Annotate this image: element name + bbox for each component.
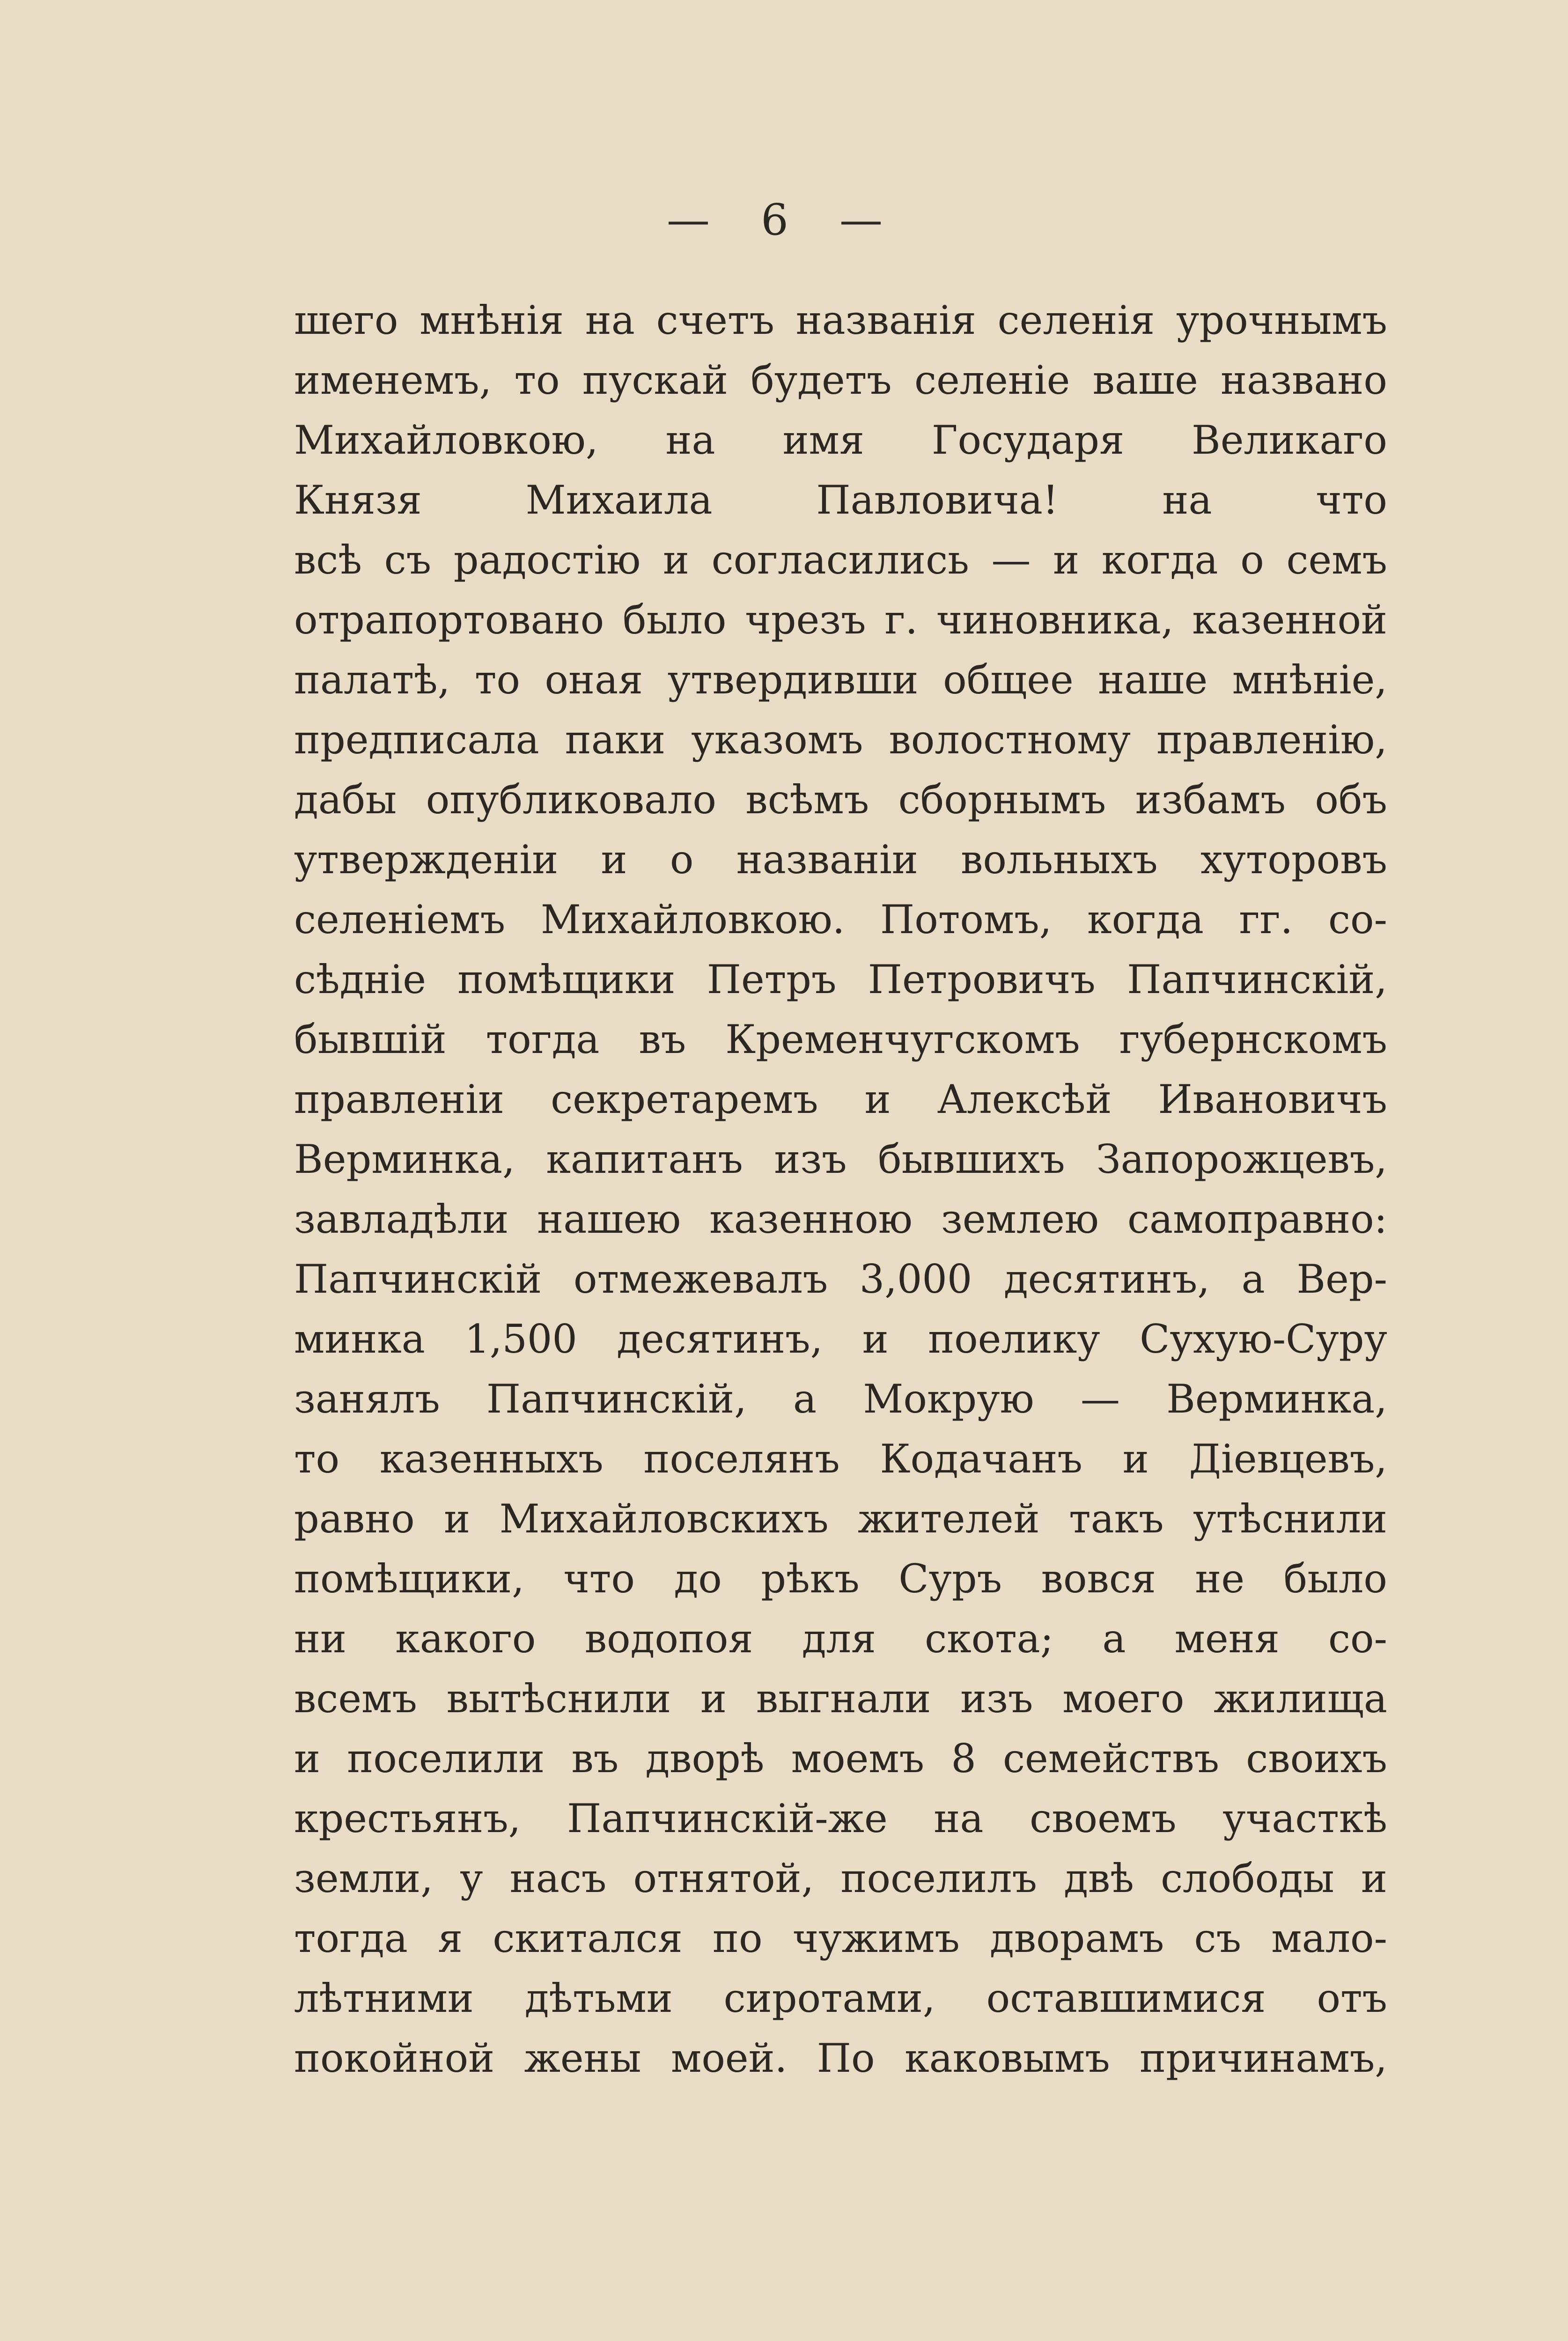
text-line: бывшій тогда въ Кременчугскомъ губернскомъ xyxy=(294,1016,1387,1062)
body-text xyxy=(294,290,1387,2088)
text-line: правленіи секретаремъ и Алексѣй Ивановичъ xyxy=(294,1076,1387,1122)
text-line: всѣ съ радостію и согласились — и когда о семъ xyxy=(294,537,1387,583)
text-line: Папчинскій отмежевалъ 3,000 десятинъ, а Вер- xyxy=(294,1256,1387,1302)
text-line: предписала паки указомъ волостному правленію, xyxy=(294,717,1387,763)
text-line: селеніемъ Михайловкою. Потомъ, когда гг. со- xyxy=(294,897,1387,942)
text-line: дабы опубликовало всѣмъ сборнымъ избамъ объ xyxy=(294,777,1387,823)
text-line: лѣтними дѣтьми сиротами, оставшимися отъ xyxy=(294,1975,1387,2021)
text-line: равно и Михайловскихъ жителей такъ утѣснили xyxy=(294,1496,1387,1542)
text-line: шего мнѣнія на счетъ названія селенія урочнымъ xyxy=(294,297,1387,343)
text-line: всемъ вытѣснили и выгнали изъ моего жилища xyxy=(294,1676,1387,1722)
text-line: минка 1,500 десятинъ, и поелику Сухую-Суру xyxy=(294,1316,1387,1362)
text-line: то казенныхъ поселянъ Кодачанъ и Діевцевъ, xyxy=(294,1436,1387,1482)
text-line: Верминка, капитанъ изъ бывшихъ Запорожцевъ, xyxy=(294,1136,1387,1182)
page-number: — 6 — xyxy=(666,195,902,245)
text-line: земли, у насъ отнятой, поселилъ двѣ слободы и xyxy=(294,1855,1387,1901)
text-line: помѣщики, что до рѣкъ Суръ вовся не было xyxy=(294,1556,1387,1602)
text-line: Князя Михаила Павловича! на что xyxy=(294,477,1387,523)
text-line: именемъ, то пускай будетъ селеніе ваше названо xyxy=(294,357,1387,403)
text-line: завладѣли нашею казенною землею самоправно: xyxy=(294,1196,1387,1242)
text-line: покойной жены моей. По каковымъ причинамъ, xyxy=(294,2035,1387,2081)
text-line: крестьянъ, Папчинскій-же на своемъ участкѣ xyxy=(294,1796,1387,1841)
text-line: занялъ Папчинскій, а Мокрую — Верминка, xyxy=(294,1376,1387,1422)
text-line: отрапортовано было чрезъ г. чиновника, казенной xyxy=(294,597,1387,643)
text-line: тогда я скитался по чужимъ дворамъ съ мало- xyxy=(294,1915,1387,1961)
text-line: Михайловкою, на имя Государя Великаго xyxy=(294,417,1387,463)
text-line: сѣдніе помѣщики Петръ Петровичъ Папчинскій, xyxy=(294,957,1387,1002)
text-line: утвержденіи и о названіи вольныхъ хуторовъ xyxy=(294,837,1387,883)
text-line: палатѣ, то оная утвердивши общее наше мнѣніе, xyxy=(294,657,1387,703)
text-line: и поселили въ дворѣ моемъ 8 семействъ своихъ xyxy=(294,1736,1387,1782)
text-line: ни какого водопоя для скота; а меня со- xyxy=(294,1616,1387,1662)
